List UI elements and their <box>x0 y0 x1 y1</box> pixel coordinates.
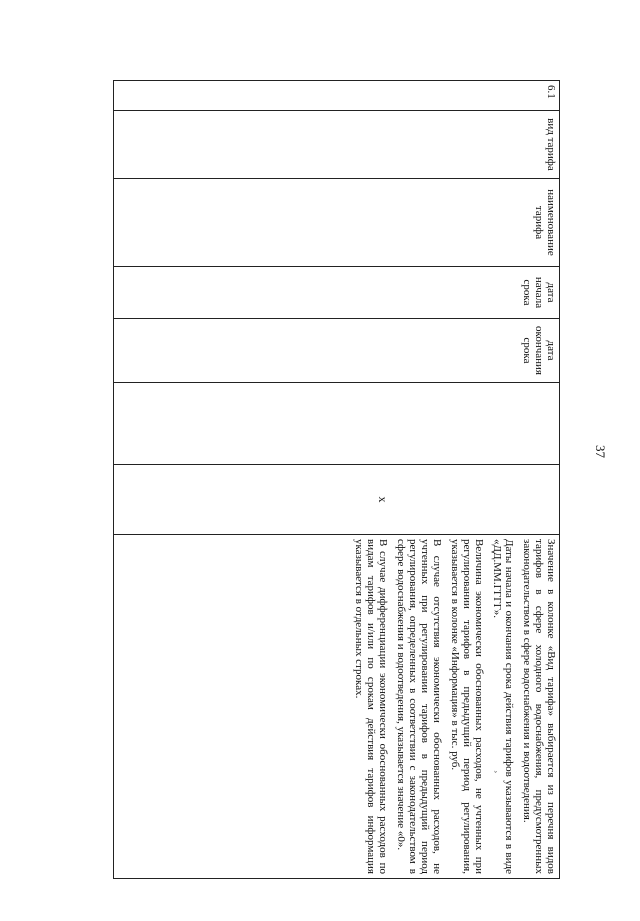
end-date-cell: дата окончания срока <box>114 319 560 383</box>
note-paragraph: Значение в колонке «Вид тарифа» выбирается из перечня видов тарифов в сфере холодного водоснабжения, предусмотренных законодательством в сфере водоснабжения и водоотведения. <box>521 539 557 874</box>
x-mark-cell: х <box>114 465 560 535</box>
tariff-type-cell: вид тарифа <box>114 111 560 179</box>
requirements-table <box>113 80 560 879</box>
tariff-name-cell: наименование тарифа <box>114 179 560 267</box>
page-number: 37 <box>593 445 608 458</box>
row-number-cell: 6.1 <box>114 81 560 111</box>
table-row <box>114 81 560 879</box>
notes-cell <box>114 535 560 879</box>
note-paragraph: Величина экономически обоснованных расходов, не учтенных при регулировании тарифов в предыдущий период регулирования, указывается в колонке «Информация» в тыс. руб. <box>449 539 485 874</box>
empty-cell <box>114 383 560 465</box>
stray-mark: ¸ <box>494 770 505 774</box>
note-paragraph: В случае дифференциации экономически обоснованных расходов по видам тарифов и/или по срокам действия тарифов информация указывается в отдельных строках. <box>353 539 389 874</box>
start-date-cell: дата начала срока <box>114 267 560 319</box>
note-paragraph: В случае отсутствия экономически обоснованных расходов, не учтенных при регулировании тарифов в предыдущий период регулирования, определенных в соответствии с законодательством в сфере водоснабжения и водоотведения, указывается значение «0». <box>395 539 443 874</box>
note-paragraph: Даты начала и окончания срока действия тарифов указываются в виде «ДД.ММ.ГГГГ». <box>491 539 515 874</box>
